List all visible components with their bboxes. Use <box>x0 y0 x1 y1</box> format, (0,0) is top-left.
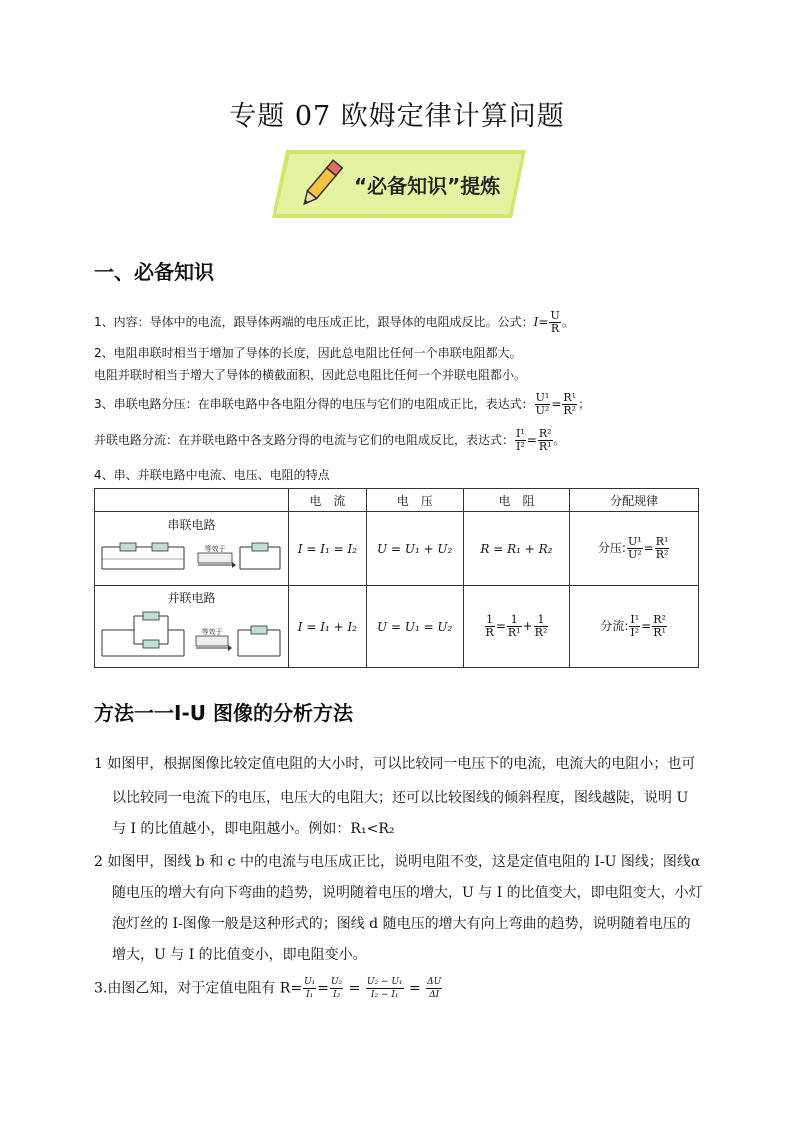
frac-den: R² <box>534 626 548 639</box>
parallel-rule-label: 分流: <box>600 619 629 633</box>
parallel-circuit-cell <box>95 586 289 668</box>
method-line-1a: 1 如图甲，根据图像比较定值电阻的大小时，可以比较同一电压下的电流，电流大的电阻小；也可 <box>94 756 696 772</box>
parallel-circuit-diagram <box>96 606 286 662</box>
method-line-2b: 随电压的增大有向下弯曲的趋势，说明随着电压的增大，U 与 I 的比值变大，即电阻变大，小灯 <box>112 885 703 901</box>
series-rule-frac-2 <box>655 536 670 561</box>
frac-num: R² <box>538 427 552 440</box>
method-line-2a: 2 如图甲，图线 b 和 c 中的电流与电压成正比，说明电阻不变，这是定值电阻的 I-U 图线；图线α <box>94 854 701 870</box>
frac-den: R <box>550 322 560 335</box>
section-heading-method: 方法一一I-U 图像的分析方法 <box>94 701 353 725</box>
method-line-2c: 泡灯丝的 I-图像一般是这种形式的；图线 d 随电压的增大有向上弯曲的趋势，说明随着电压的 <box>112 916 691 932</box>
parallel-res-frac-2 <box>534 614 549 639</box>
p3b-fraction-1 <box>515 428 526 453</box>
frac-num: 1 <box>486 613 494 626</box>
table-header-row <box>95 489 699 512</box>
frac-den: I² <box>516 440 525 453</box>
l3-frac-4 <box>426 976 442 1001</box>
p1-text: 1、内容：导体中的电流，跟导体两端的电压成正比，跟导体的电阻成反比。公式： <box>94 315 534 329</box>
frac-num: 1 <box>507 614 522 627</box>
p3a-text: 3、串联电路分压：在串联电路中各电阻分得的电压与它们的电阻成正比，表达式： <box>94 397 534 411</box>
table-row-parallel <box>95 586 699 668</box>
series-resistance: R = R₁ + R₂ <box>463 512 570 586</box>
circuit-comparison-table <box>94 488 699 668</box>
parallel-resistance-cell: $\frac{1}{R}$ = $\frac{1}{\text{R¹}}$ + $\frac{1}{\text{R²}}$ <box>463 586 570 668</box>
frac-den: I₁ <box>306 990 314 1000</box>
series-rule-label: 分压: <box>597 541 626 555</box>
frac-den: I₂ <box>333 990 341 1000</box>
l3-frac-2 <box>330 976 343 1001</box>
paragraph-parallel-resistance: 电阻并联时相当于增大了导体的横截面积，因此总电阻比任何一个并联电阻都小。 <box>94 368 527 382</box>
paragraph-parallel-divider: 并联电路分流：在并联电路中各支路分得的电流与它们的电阻成反比，表达式： $\frac{\text{I¹}}{\text{I²}}$ = $\frac{\text{R²}}{\text{R¹}}$ 。 <box>94 427 566 453</box>
pencil-icon <box>296 156 346 212</box>
frac-num: U¹ <box>627 535 642 548</box>
frac-den: R¹ <box>538 440 552 453</box>
p1-end: 。 <box>561 315 574 329</box>
series-voltage: U = U₁ + U₂ <box>366 512 463 586</box>
frac-num: 1 <box>534 614 549 627</box>
knowledge-banner <box>272 148 526 220</box>
frac-num: I¹ <box>516 427 525 440</box>
parallel-res-frac-1 <box>507 614 522 639</box>
parallel-rule-cell: 分流: $\frac{\text{I¹}}{\text{I²}}$ = $\frac{\text{R²}}{\text{R¹}}$ <box>570 586 699 668</box>
paragraph-series-resistance: 2、电阻串联时相当于增加了导体的长度，因此总电阻比任何一个串联电阻都大。 <box>94 346 522 360</box>
l3-text: 3.由图乙知，对于定值电阻有 R= <box>94 980 303 997</box>
p1-fraction <box>549 310 560 335</box>
series-circuit-diagram <box>96 533 286 579</box>
frac-num: U₁ <box>304 977 316 987</box>
method-line-2d: 增大，U 与 I 的比值变小，即电阻变小。 <box>112 947 367 963</box>
frac-den: R <box>485 626 494 639</box>
l3-frac-1 <box>303 976 316 1001</box>
frac-den: R¹ <box>507 626 521 639</box>
frac-num: R¹ <box>563 391 577 404</box>
method-line-1c: 与 I 的比值越小，即电阻越小。例如：R₁<R₂ <box>112 821 395 837</box>
frac-num: ΔU <box>427 977 442 987</box>
series-circuit-label: 串联电路 <box>167 518 216 532</box>
p3a-fraction-2 <box>562 392 577 417</box>
table-header-cell: 电 阻 <box>463 489 570 512</box>
table-row-series <box>95 512 699 586</box>
p3a-end: ； <box>578 397 591 411</box>
frac-den: U² <box>535 404 550 417</box>
frac-num: U <box>550 309 560 322</box>
parallel-current: I = I₁ + I₂ <box>288 586 366 668</box>
series-equiv-label: 等效于 <box>204 545 226 553</box>
frac-den: R¹ <box>653 626 666 639</box>
table-header-cell: 电 流 <box>288 489 366 512</box>
p3b-end: 。 <box>553 433 566 447</box>
parallel-rule-frac-2 <box>652 614 667 639</box>
paragraph-table-intro: 4、串、并联电路中电流、电压、电阻的特点 <box>94 468 330 482</box>
frac-den: R² <box>655 548 669 561</box>
parallel-rule-frac-1 <box>629 614 640 639</box>
frac-den: R² <box>563 404 577 417</box>
series-current: I = I₁ = I₂ <box>288 512 366 586</box>
series-rule-cell: 分压: $\frac{\text{U¹}}{\text{U²}}$ = $\frac{\text{R¹}}{\text{R²}}$ <box>570 512 699 586</box>
frac-num: U₂ <box>331 977 343 987</box>
parallel-equiv-label: 等效于 <box>201 628 223 636</box>
frac-den: U² <box>627 548 642 561</box>
p1-formula-lhs: I= <box>533 315 549 329</box>
page-title: 专题 07 欧姆定律计算问题 <box>229 101 565 132</box>
frac-den: I² <box>630 626 640 639</box>
frac-num: U¹ <box>535 391 550 404</box>
series-rule-frac-1 <box>627 536 643 561</box>
table-header-cell <box>95 489 289 512</box>
parallel-res-frac-0 <box>485 614 495 639</box>
frac-num: I¹ <box>630 613 640 626</box>
frac-num: R¹ <box>655 535 669 548</box>
banner-text: “必备知识”提炼 <box>354 174 501 198</box>
parallel-circuit-label: 并联电路 <box>167 591 216 605</box>
series-circuit-cell <box>95 512 289 586</box>
l3-frac-3 <box>366 976 404 1001</box>
section-heading-knowledge: 一、必备知识 <box>94 260 214 284</box>
method-line-1b: 以比较同一电流下的电压，电压大的电阻大；还可以比较图线的倾斜程度，图线越陡，说明 U <box>112 790 689 806</box>
frac-num: U₂ − U₁ <box>366 977 403 987</box>
frac-num: R² <box>653 613 666 626</box>
paragraph-content <box>94 310 574 335</box>
frac-den: ΔI <box>429 990 440 1000</box>
table-header-cell: 分配规律 <box>570 489 699 512</box>
parallel-voltage: U = U₁ = U₂ <box>366 586 463 668</box>
p3a-fraction-1 <box>535 392 551 417</box>
p3b-text: 并联电路分流：在并联电路中各支路分得的电流与它们的电阻成反比，表达式： <box>94 433 515 447</box>
paragraph-series-divider: 3、串联电路分压：在串联电路中各电阻分得的电压与它们的电阻成正比，表达式： $\frac{\text{U¹}}{\text{U²}}$ = $\frac{\text{R¹}}{\text{R²}}$ ； <box>94 391 591 417</box>
table-header-cell: 电 压 <box>366 489 463 512</box>
method-line-3: 3.由图乙知，对于定值电阻有 R= $\frac{\text{U₁}}{\text{I₁}}$ = $\frac{\text{U₂}}{\text{I₂}}$ = $\frac{\text{U₂ − U₁}}{\text{I₂ − I₁}}$ = $\frac{\Delta U}{\Delta I}$ <box>94 977 442 1000</box>
p3b-fraction-2 <box>538 428 553 453</box>
frac-den: I₂ − I₁ <box>370 990 399 1000</box>
